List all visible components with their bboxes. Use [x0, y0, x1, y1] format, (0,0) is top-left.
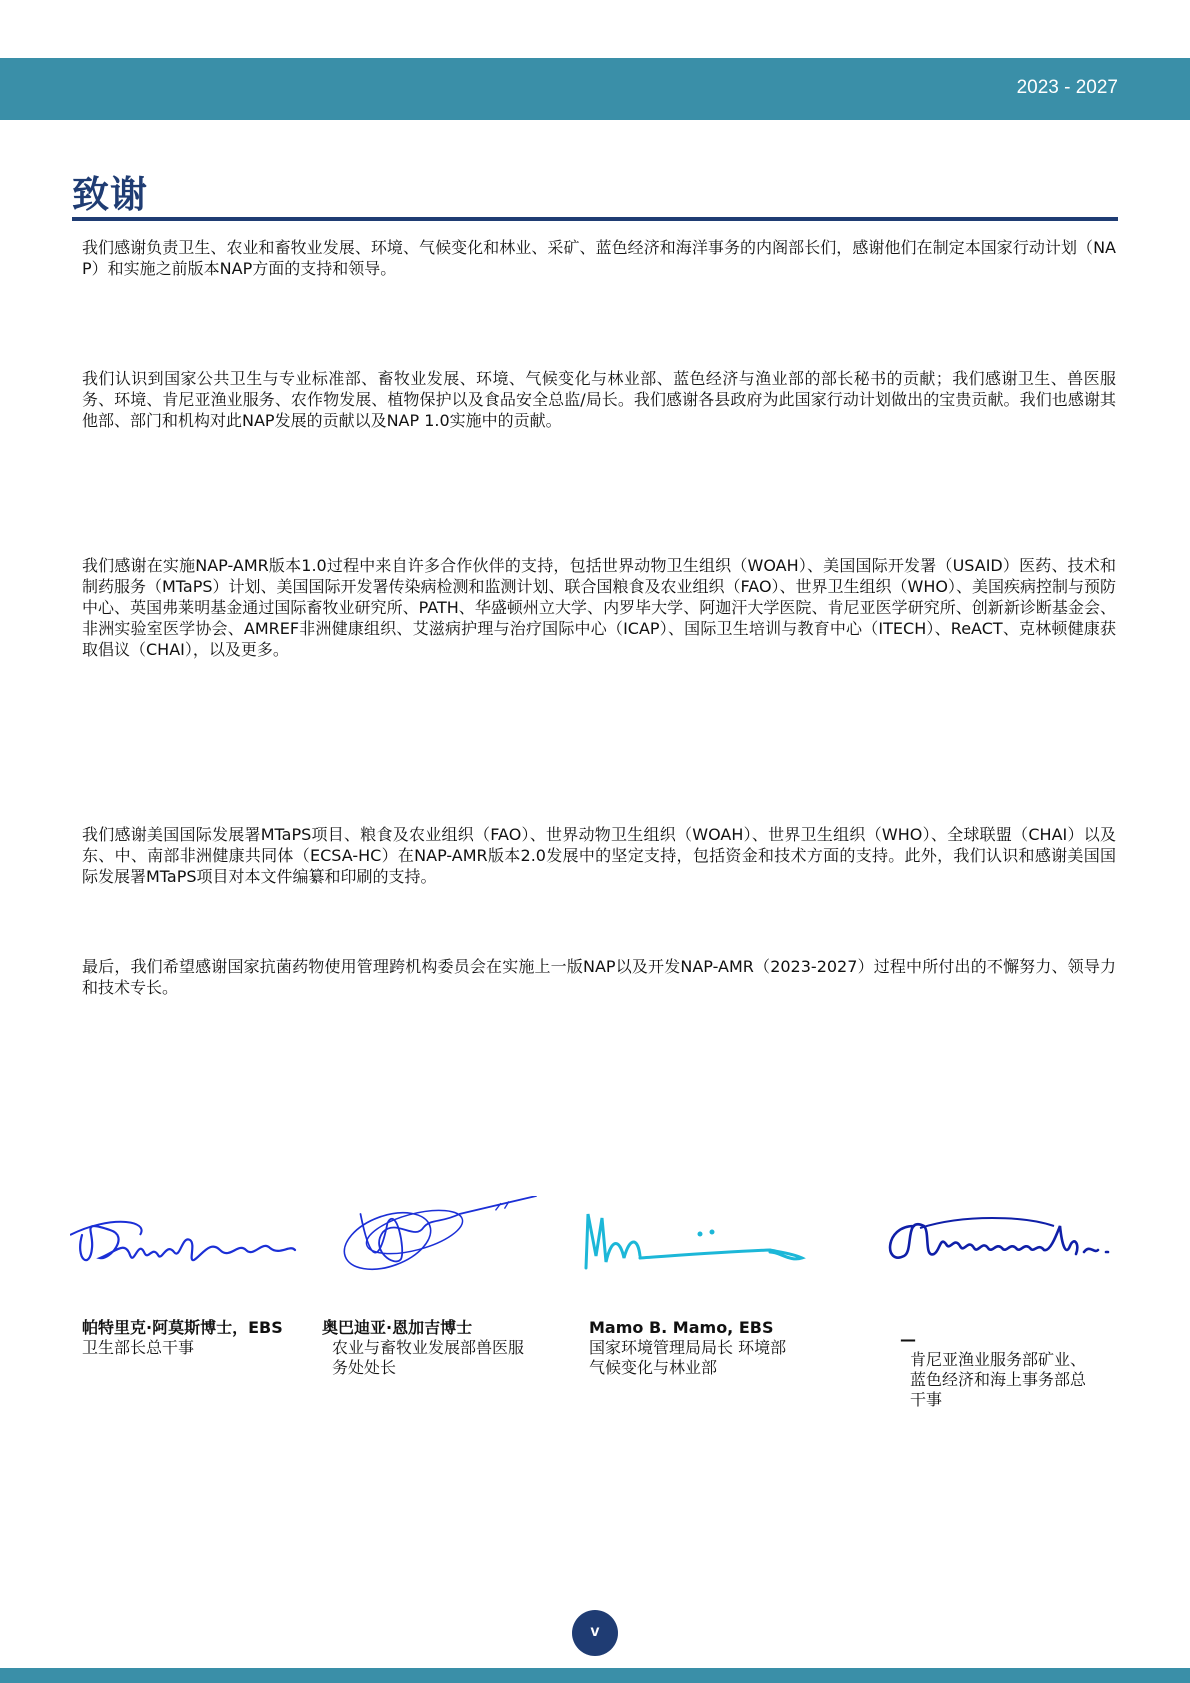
signatory-title: 国家环境管理局局长 环境部气候变化与林业部 [589, 1338, 787, 1377]
paragraph-support: 我们感谢美国国际发展署MTaPS项目、粮食及农业组织（FAO）、世界动物卫生组织（WOAH）、世界卫生组织（WHO）、全球联盟（CHAI）以及东、中、南部非洲健康共同体（ECSA-HC）在NAP-AMR版本2.0发展中的坚定支持，包括资金和技术方面的支持。此外，我们认识和感谢美国国际发展署MTaPS项目对本文件编纂和印刷的支持。 [82, 825, 1116, 886]
paragraph-secretaries: 我们认识到国家公共卫生与专业标准部、畜牧业发展、环境、气候变化与林业部、蓝色经济与渔业部的部长秘书的贡献；我们感谢卫生、兽医服务、环境、肯尼亚渔业服务、农作物发展、植物保护以及食品安全总监/局长。我们感谢各县政府为此国家行动计划做出的宝贵贡献。我们也感谢其他部、部门和机构对此NAP发展的贡献以及NAP 1.0实施中的贡献。 [82, 369, 1116, 430]
signatory-title: 农业与畜牧业发展部兽医服务处处长 [332, 1338, 525, 1377]
header-band [0, 58, 1190, 120]
signature-4 [884, 1196, 1114, 1286]
paragraph-ministers: 我们感谢负责卫生、农业和畜牧业发展、环境、气候变化和林业、采矿、蓝色经济和海洋事务的内阁部长们，感谢他们在制定本国家行动计划（NAP）和实施之前版本NAP方面的支持和领导。 [82, 238, 1116, 278]
signatory-name: — [900, 1330, 916, 1349]
paragraph-partners: 我们感谢在实施NAP-AMR版本1.0过程中来自许多合作伙伴的支持，包括世界动物卫生组织（WOAH）、美国国际开发署（USAID）医药、技术和制药服务（MTaPS）计划、美国国际开发署传染病检测和监测计划、联合国粮食及农业组织（FAO）、世界卫生组织（WHO）、美国疾病控制与预防中心、英国弗莱明基金通过国际畜牧业研究所、PATH、华盛顿州立大学、内罗毕大学、阿迦汗大学医院、肯尼亚医学研究所、创新新诊断基金会、非洲实验室医学协会、AMREF非洲健康组织、艾滋病护理与治疗国际中心（ICAP）、国际卫生培训与教育中心（ITECH）、ReACT、克林顿健康获取倡议（CHAI），以及更多。 [82, 556, 1116, 659]
title-divider [72, 217, 1118, 221]
signature-2 [322, 1196, 552, 1286]
year-range: 2023 - 2027 [1016, 77, 1118, 98]
signatory-1 [82, 1318, 292, 1358]
signatory-title: 肯尼亚渔业服务部矿业、蓝色经济和海上事务部总干事 [910, 1350, 1087, 1409]
signatory-name: 奥巴迪亚·恩加吉博士 [322, 1318, 473, 1337]
signatory-name: 帕特里克·阿莫斯博士，EBS [82, 1318, 283, 1337]
page-title: 致谢 [72, 173, 148, 216]
signatory-4 [900, 1330, 1100, 1410]
signatory-title: 卫生部长总干事 [82, 1338, 195, 1357]
paragraph-closing: 最后，我们希望感谢国家抗菌药物使用管理跨机构委员会在实施上一版NAP以及开发NAP-AMR（2023-2027）过程中所付出的不懈努力、领导力和技术专长。 [82, 957, 1116, 997]
signature-1 [70, 1200, 300, 1290]
signature-3 [580, 1196, 810, 1286]
footer-band [0, 1668, 1190, 1683]
signatory-3 [589, 1318, 799, 1378]
page-number-badge: v [572, 1610, 618, 1656]
signatory-name: Mamo B. Mamo, EBS [589, 1318, 774, 1337]
signatory-2 [322, 1318, 552, 1378]
